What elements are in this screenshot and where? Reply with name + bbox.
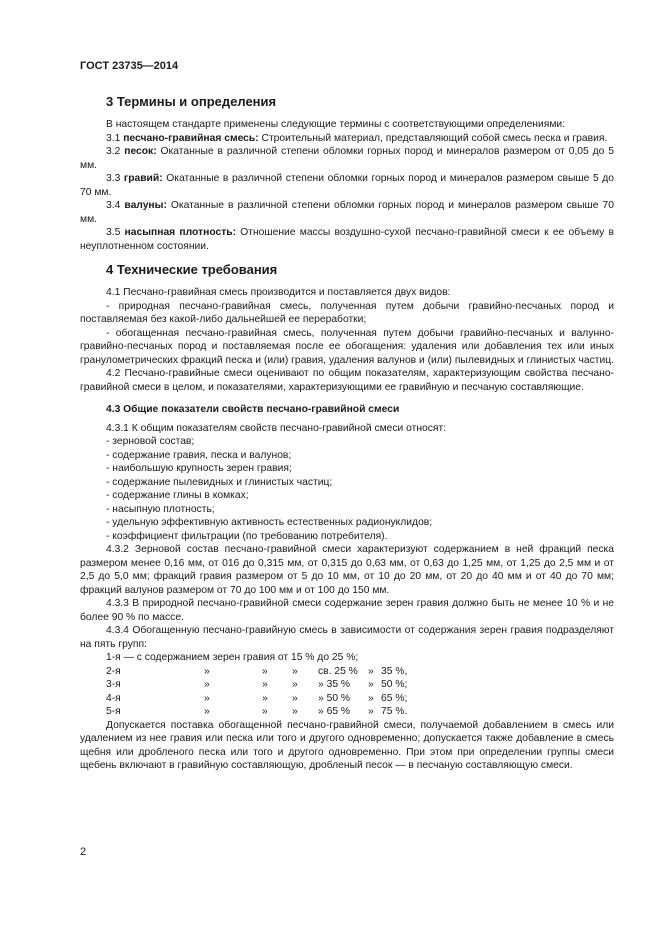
group-label: 3-я <box>106 679 121 690</box>
term-name: песчано-гравийная смесь: <box>123 132 259 144</box>
section-3-title: 3 Термины и определения <box>106 94 277 109</box>
section-3-intro: В настоящем стандарте применены следующие термины с соответствующими определениями: <box>106 119 566 130</box>
term-name: насыпная плотность: <box>124 227 237 238</box>
clause-4-2: 4.2 Песчано-гравийные смеси оценивают по общим показателям, характеризующим свойства песчано-гравийной смеси в целом, и показателями, характеризующими ее гравийную и песчаную составляющие. <box>80 368 614 393</box>
term-3-3: 3.3 гравий: Окатанные в различной степени обломки горных пород и минералов размером свыше 5 до 70 мм. <box>80 173 614 198</box>
group-label: 2-я <box>106 665 121 677</box>
term-definition: Окатанные в различной степени обломки горных пород и минералов размером свыше 5 до 70 мм. <box>80 173 614 198</box>
term-name: гравий: <box>123 173 163 184</box>
term-definition: Отношение массы воздушно-сухой песчано-гравийной смеси к ее объему в неуплотненном состоянии. <box>80 227 614 252</box>
list-item: - природная песчано-гравийная смесь, полученная путем добычи гравийно-песчаных пород и поставляемая без какой-либо дальнейшей ее переработки; <box>80 300 614 325</box>
list-item: - наибольшую крупность зерен гравия; <box>106 463 292 474</box>
final-paragraph: Допускается поставка обогащенной песчано-гравийной смеси, получаемой добавлением в смесь или удалением из нее гравия или песка или того и другого одновременно; допускается также добавление в смесь щебня или дробленого песка или того и другого одновременно. При этом при определении группы смеси щебень включают в гравийную составляющую, дробленый песок — в песчаную составляющую смеси. <box>80 719 614 771</box>
list-item: - содержание глины в комках; <box>106 490 249 501</box>
group-1: 1-я — с содержанием зерен гравия от 15 % до 25 %; <box>106 652 359 663</box>
list-item: - коэффициент фильтрации (по требованию потребителя). <box>106 530 388 542</box>
groups-table <box>106 665 407 719</box>
term-definition: Окатанные в различной степени обломки горных пород и минералов размером свыше 70 мм. <box>80 200 614 225</box>
term-3-2: 3.2 песок: Окатанные в различной степени обломки горных пород и минералов размером от 0,05 до 5 мм. <box>80 146 614 171</box>
list-item: - насыпную плотность; <box>106 503 215 515</box>
document-body <box>80 94 614 773</box>
term-3-1: 3.1 песчано-гравийная смесь: Строительный материал, представляющий собой смесь песка и гравия. <box>106 132 608 144</box>
section-4-title: 4 Технические требования <box>106 262 278 277</box>
list-item: - удельную эффективную активность естественных радионуклидов; <box>106 517 433 528</box>
term-definition: Строительный материал, представляющий собой смесь песка и гравия. <box>261 132 608 144</box>
group-label: 5-я <box>106 706 121 717</box>
table-row: 3-я » » » » 35 % » 50 %; <box>106 679 408 690</box>
subsection-4-3-title: 4.3 Общие показатели свойств песчано-гравийной смеси <box>106 404 400 415</box>
clause-4-3-3: 4.3.3 В природной песчано-гравийной смеси содержание зерен гравия должно быть не менее 10 % и не более 90 % по массе. <box>80 598 614 623</box>
page-number: 2 <box>80 846 87 858</box>
list-item: - зерновой состав; <box>106 436 195 447</box>
clause-4-3-1: 4.3.1 К общим показателям свойств песчано-гравийной смеси относят: <box>106 422 447 434</box>
list-item: - обогащенная песчано-гравийная смесь, полученная путем добычи гравийно-песчаных и валунно-гравийно-песчаных пород и поставляемая после ее обогащения: удаления или добавления тех или иных гранулометрических фракций песка и (или) гравия, удаления валунов и (или) пылевидных и глинистых частиц. <box>80 327 614 366</box>
term-name: песок: <box>124 146 157 157</box>
document-header: ГОСТ 23735—2014 <box>80 60 179 72</box>
table-row: 4-я » » » » 50 % » 65 %; <box>106 692 408 704</box>
term-name: валуны: <box>124 200 167 211</box>
term-3-4: 3.4 валуны: Окатанные в различной степени обломки горных пород и минералов размером свыше 70 мм. <box>80 200 614 225</box>
group-label: 4-я <box>106 692 121 704</box>
table-row: 5-я » » » » 65 % » 75 %. <box>106 706 408 717</box>
clause-4-3-2: 4.3.2 Зерновой состав песчано-гравийной смеси характеризуют содержанием в ней фракций песка размером менее 0,16 мм, от 016 до 0,315 мм, от 0,315 до 0,63 мм, от 0,63 до 1,25 мм, от 1,25 до 2,5 мм и от 2,5 до 5,0 мм; фракций гравия размером от 5 до 10 мм, от 10 до 20 мм, от 20 до 40 мм и от 40 до 70 мм; фракций валунов размером от 70 до 100 мм и от 100 до 150 мм. <box>80 544 614 596</box>
table-row: 2-я » » » св. 25 % » 35 %, <box>106 665 408 677</box>
clause-4-3-4: 4.3.4 Обогащенную песчано-гравийную смесь в зависимости от содержания зерен гравия подразделяют на пять групп: <box>80 625 614 650</box>
list-item: - содержание гравия, песка и валунов; <box>106 449 292 461</box>
list-item: - содержание пылевидных и глинистых частиц; <box>106 476 333 488</box>
term-definition: Окатанные в различной степени обломки горных пород и минералов размером от 0,05 до 5 мм. <box>80 146 614 171</box>
term-3-5: 3.5 насыпная плотность: Отношение массы воздушно-сухой песчано-гравийной смеси к ее объему в неуплотненном состоянии. <box>80 227 614 252</box>
clause-4-1: 4.1 Песчано-гравийная смесь производится и поставляется двух видов: <box>106 287 451 298</box>
